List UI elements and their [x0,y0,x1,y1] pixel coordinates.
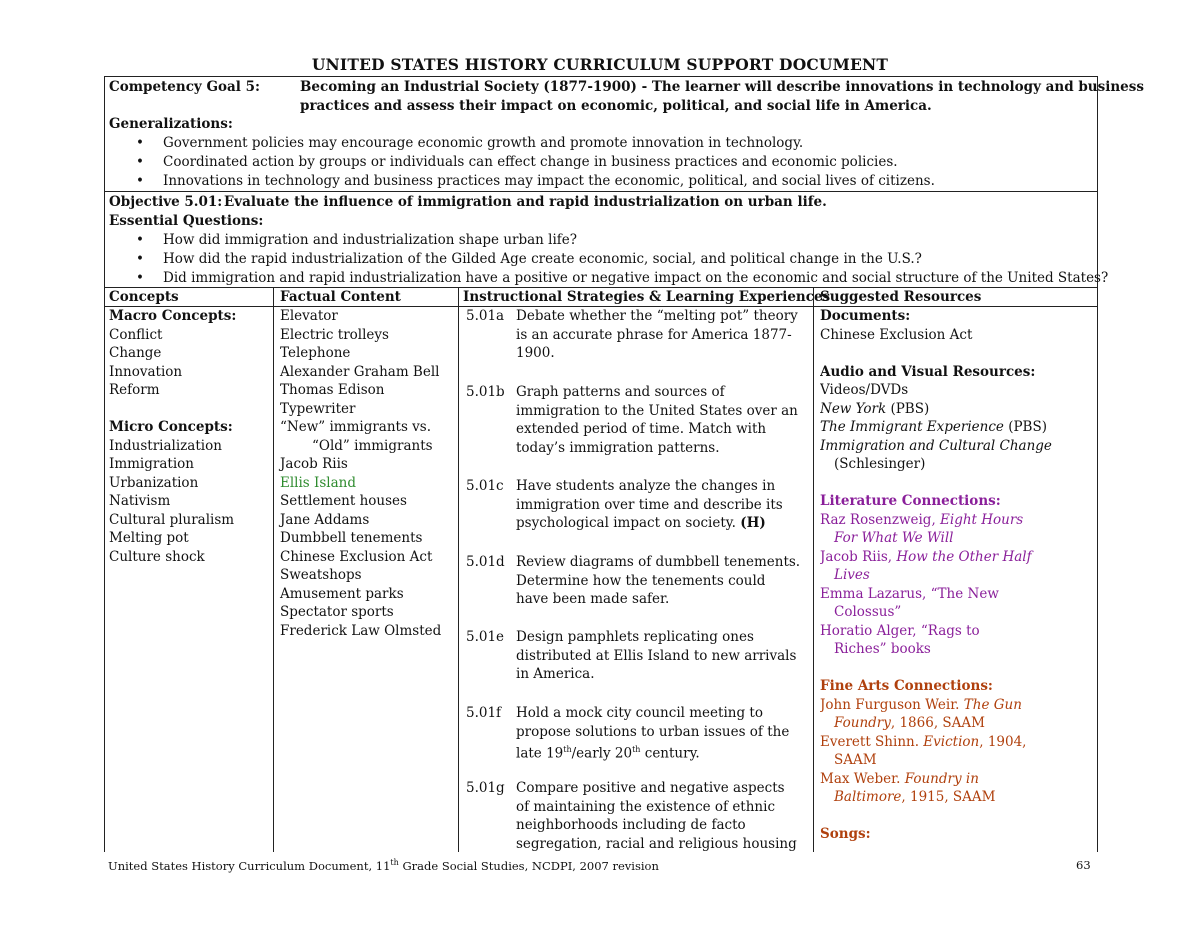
fact-item: Jacob Riis [280,456,348,472]
strategy-text: century. [640,745,700,762]
concept-item: Innovation [109,363,183,380]
objective-text: Evaluate the influence of immigration and rapid industrialization on urban life. [224,194,827,210]
superscript: th [563,745,572,754]
spacer [109,400,236,419]
artwork-detail: , 1866, SAAM [890,715,985,731]
fact-item: Amusement parks [280,585,404,602]
songs-heading: Songs: [820,826,871,842]
concept-item: Melting pot [109,530,189,546]
factual-column [280,307,441,640]
documents-heading: Documents: [820,308,911,324]
strategy-code: 5.01f [466,705,502,721]
document-item: Chinese Exclusion Act [820,326,973,343]
fact-item: Sweatshops [280,567,362,583]
strategy-text-block [516,477,801,533]
fact-item: Chinese Exclusion Act [280,548,433,565]
strategy-text: Have students analyze the changes in immigration over time and describe its psychological impact on society. [516,478,783,531]
column-header-concepts: Concepts [109,289,179,305]
bullet-icon: • [136,232,144,248]
literature-item: Colossus” [834,604,902,620]
artist: Max Weber. [820,770,905,787]
fact-item: Settlement houses [280,493,407,509]
strategy-code: 5.01b [466,384,505,400]
literature-author: Jacob Riis, [820,548,897,565]
bullet-icon: • [136,270,144,286]
page-number: 63 [1076,858,1091,872]
fact-item: Alexander Graham Bell [280,363,440,380]
strategy-text: Graph patterns and sources of immigration to the United States over an extended period of time. Match with today’s immigration patterns. [516,384,798,456]
av-heading: Audio and Visual Resources: [820,363,1036,380]
artwork-detail: , 1915, SAAM [901,789,996,805]
spacer [820,659,1052,678]
artist: John Furguson Weir. [820,696,964,713]
strategy-text: Compare positive and negative aspects of maintaining the existence of ethnic neighborhoods including de facto segregation, racial and religious housing [516,780,797,852]
generalization-item: Government policies may encourage economic growth and promote innovation in technology. [163,135,804,151]
column-divider-1 [273,287,274,852]
strategy-text: Hold a mock city council meeting to propose solutions to urban issues of the late 19 [516,705,790,762]
literature-item: Emma Lazarus, “The New [820,585,999,602]
bullet-icon: • [136,251,144,267]
fact-item: Electric trolleys [280,326,389,343]
strategy-code: 5.01c [466,478,504,494]
essential-question: Did immigration and rapid industrialization have a positive or negative impact on the economic and social structure of the United States? [163,270,1109,286]
artist: Everett Shinn. [820,733,924,750]
concept-item: Immigration [109,456,194,472]
literature-heading: Literature Connections: [820,493,1001,509]
bullet-icon: • [136,135,144,151]
fact-item: Typewriter [280,400,356,417]
fine-arts-item [820,714,1052,733]
strategy-text: /early 20 [571,745,633,762]
competency-line-2: practices and assess their impact on economic, political, and social life in America. [300,98,932,114]
column-divider-3 [813,287,814,852]
literature-item: Horatio Alger, “Rags to [820,622,980,639]
artwork-title: Foundry [834,715,891,731]
strategy-text: Debate whether the “melting pot” theory is an accurate phrase for America 1877-1900. [516,308,798,361]
av-title: The Immigrant Experience [820,419,1004,435]
literature-item [820,511,1052,530]
av-source: (PBS) [1003,419,1047,435]
document-title: UNITED STATES HISTORY CURRICULUM SUPPORT DOCUMENT [311,55,889,74]
bullet-icon: • [136,173,144,189]
av-item [820,400,1052,419]
concept-item: Nativism [109,493,171,509]
strategy-code: 5.01d [466,554,505,570]
concept-item: Cultural pluralism [109,511,235,528]
generalizations-heading: Generalizations: [109,116,233,132]
spacer [820,807,1052,826]
strategy-code: 5.01e [466,629,505,645]
concept-item: Industrialization [109,437,222,454]
superscript: th [632,745,641,754]
strategy-tag: (H) [740,515,766,531]
superscript: th [390,858,399,867]
literature-author: Raz Rosenzweig, [820,511,941,528]
av-source: (PBS) [886,400,930,417]
strategy-code: 5.01g [466,780,505,796]
artwork-title: Baltimore [834,789,902,805]
artwork-detail: , 1904, [979,733,1027,750]
strategy-text: Review diagrams of dumbbell tenements. Determine how the tenements could have been made safer. [516,554,801,607]
av-title: Immigration and Cultural Change [820,437,1052,454]
literature-title: For What We Will [834,530,954,546]
artwork-title: Eviction [923,733,980,750]
concepts-column [109,307,236,566]
column-header-factual: Factual Content [280,289,401,305]
literature-item: Riches” books [834,641,931,657]
fact-item: “Old” immigrants [312,437,433,454]
fine-arts-item [820,696,1052,715]
fact-item: Spectator sports [280,604,394,620]
artwork-title: Foundry in [904,770,979,787]
generalization-item: Innovations in technology and business practices may impact the economic, political, and social lives of citizens. [163,173,935,189]
literature-title: How the Other Half [896,548,1032,565]
fact-item: Telephone [280,345,351,361]
micro-concepts-heading: Micro Concepts: [109,419,233,435]
fact-item: Dumbbell tenements [280,530,423,546]
essential-question: How did the rapid industrialization of the Gilded Age create economic, social, and political change in the U.S.? [163,251,922,267]
av-title: New York [820,400,887,417]
footer-text: Grade Social Studies, NCDPI, 2007 revision [398,858,659,873]
fact-item: Jane Addams [280,511,370,528]
strategy-text-block [516,704,801,763]
literature-item [820,548,1052,567]
concept-item: Reform [109,382,160,398]
literature-title: Lives [834,567,870,583]
macro-concepts-heading: Macro Concepts: [109,308,237,324]
objective-label: Objective 5.01: [109,194,223,210]
concept-item: Culture shock [109,548,205,565]
bullet-icon: • [136,154,144,170]
strategy-text: Design pamphlets replicating ones distributed at Ellis Island to new arrivals in America. [516,629,797,682]
generalization-item: Coordinated action by groups or individuals can effect change in business practices and economic policies. [163,154,898,170]
resources-column [820,307,1052,852]
concept-item: Urbanization [109,474,199,491]
fine-arts-item [820,733,1052,752]
fact-item-ellis-island: Ellis Island [280,474,356,491]
essential-question: How did immigration and industrialization shape urban life? [163,232,578,248]
artwork-title: The Gun [963,696,1022,713]
column-divider-2 [458,287,459,852]
fact-item: Elevator [280,308,338,324]
column-header-strategies: Instructional Strategies & Learning Experiences [463,289,831,305]
strategy-code: 5.01a [466,308,505,324]
fine-arts-heading: Fine Arts Connections: [820,678,993,694]
page-footer [108,858,659,873]
literature-title: Eight Hours [940,511,1024,528]
concept-item: Conflict [109,326,163,343]
competency-line-1: Becoming an Industrial Society (1877-1900) - The learner will describe innovations in technology and business [300,79,1144,95]
av-item: Videos/DVDs [820,382,909,398]
fact-item: Frederick Law Olmsted [280,622,442,639]
fine-arts-item [820,770,1052,789]
column-header-resources: Suggested Resources [820,289,982,305]
divider-objective [104,191,1098,192]
av-source: (Schlesinger) [834,456,926,472]
artwork-detail: SAAM [834,752,877,768]
spacer [820,474,1052,493]
concept-item: Change [109,345,162,361]
essential-questions-heading: Essential Questions: [109,213,264,229]
av-item [820,418,1052,437]
fact-item: Thomas Edison [280,382,385,398]
footer-text: United States History Curriculum Document, 11 [108,858,391,873]
spacer [820,344,1052,363]
fine-arts-item [820,788,1052,807]
competency-label: Competency Goal 5: [109,79,260,95]
fact-item: “New” immigrants vs. [280,419,432,435]
